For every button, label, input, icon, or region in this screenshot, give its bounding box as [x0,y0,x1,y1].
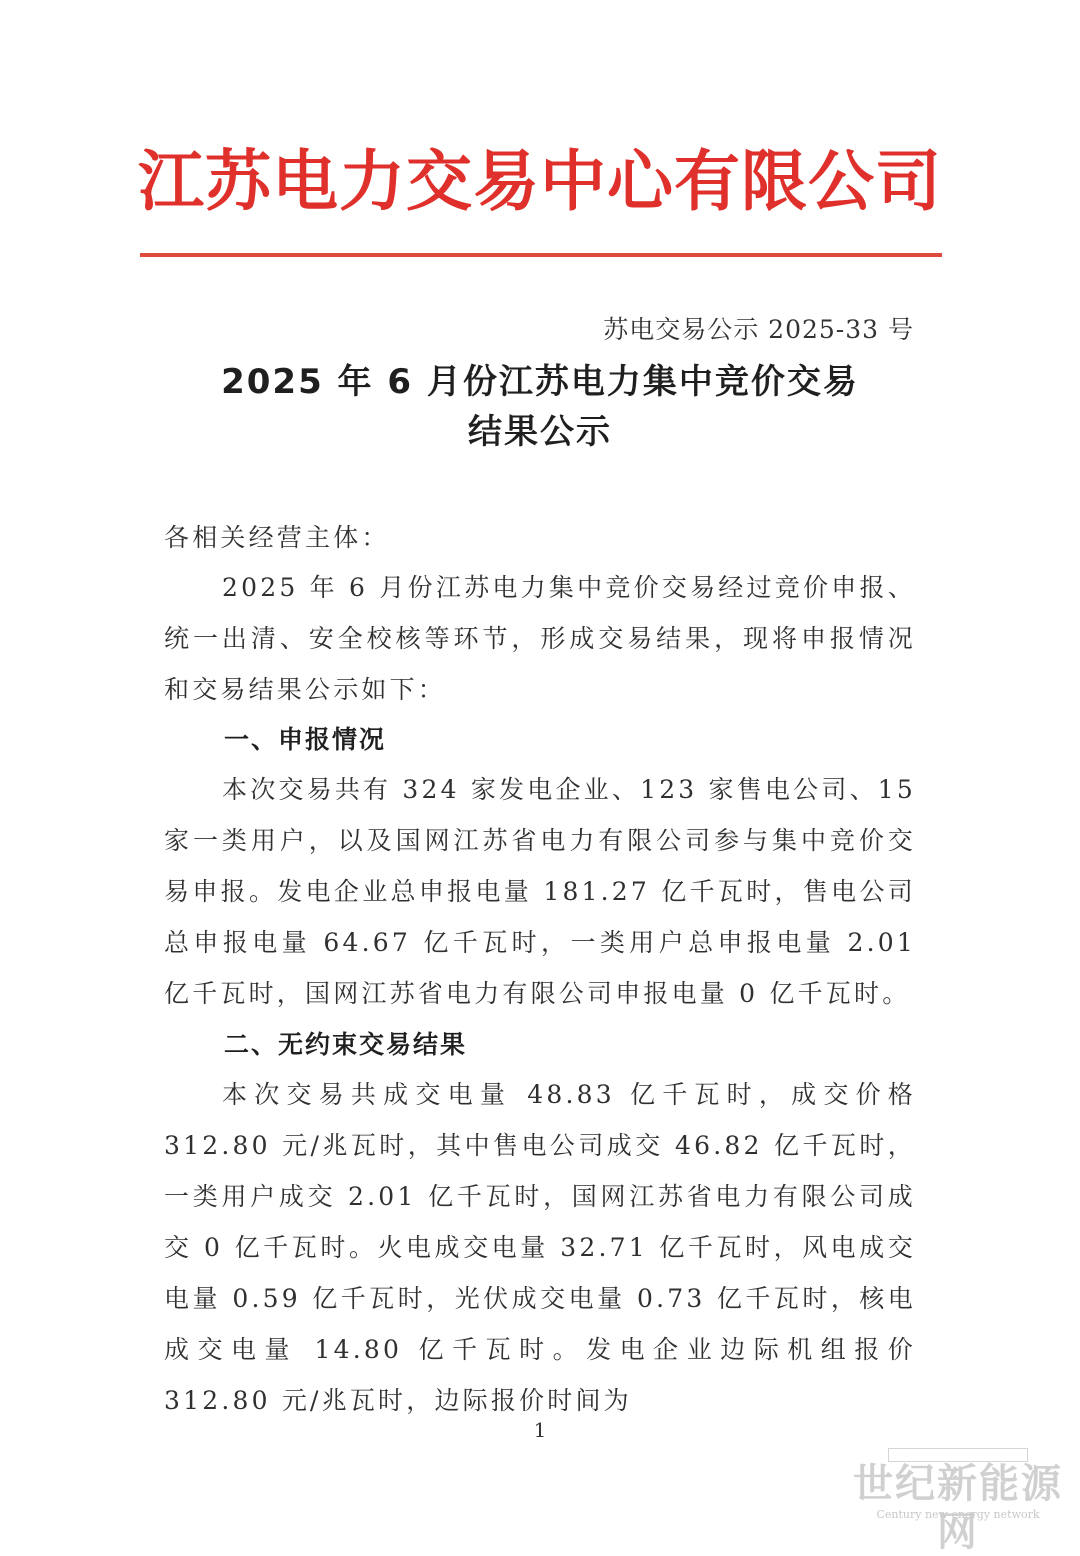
watermark-logo [848,1448,1068,1555]
watermark-name-cn: 世纪新能源网 [853,1461,1063,1555]
salutation: 各相关经营主体： [164,523,390,552]
letterhead-org-name: 江苏电力交易中心有限公司 [138,143,942,220]
watermark-name-en: Century new energy network [876,1508,1040,1521]
intro-paragraph: 2025 年 6 月份江苏电力集中竞价交易经过竞价申报、统一出清、安全校核等环节，形成交易结果，现将申报情况和交易结果公示如下： [164,573,916,704]
section1-paragraph: 本次交易共有 324 家发电企业、123 家售电公司、15 家一类用户，以及国网江苏省电力有限公司参与集中竞价交易申报。发电企业总申报电量 181.27 亿千瓦时，售电公司总申报电量 64.67 亿千瓦时，一类用户总申报电量 2.01 亿千瓦时，国网江苏省电力有限公司申报电量 0 亿千瓦时。 [164,775,916,1008]
letterhead-red-rule [140,253,942,257]
document-number: 苏电交易公示 2025-33 号 [603,315,914,344]
section1-heading: 一、申报情况 [224,725,387,754]
section2-paragraph: 本次交易共成交电量 48.83 亿千瓦时，成交价格 312.80 元/兆瓦时，其中售电公司成交 46.82 亿千瓦时，一类用户成交 2.01 亿千瓦时，国网江苏省电力有限公司成交 0 亿千瓦时。火电成交电量 32.71 亿千瓦时，风电成交电量 0.59 亿千瓦时，光伏成交电量 0.73 亿千瓦时，核电成交电量 14.80 亿千瓦时。发电企业边际机组报价 312.80 元/兆瓦时，边际报价时间为 [164,1080,916,1415]
page-number: 1 [533,1418,547,1442]
section2-heading: 二、无约束交易结果 [224,1030,468,1059]
document-title-line1: 2025 年 6 月份江苏电力集中竞价交易 [221,362,859,402]
document-title-line2: 结果公示 [468,412,612,452]
